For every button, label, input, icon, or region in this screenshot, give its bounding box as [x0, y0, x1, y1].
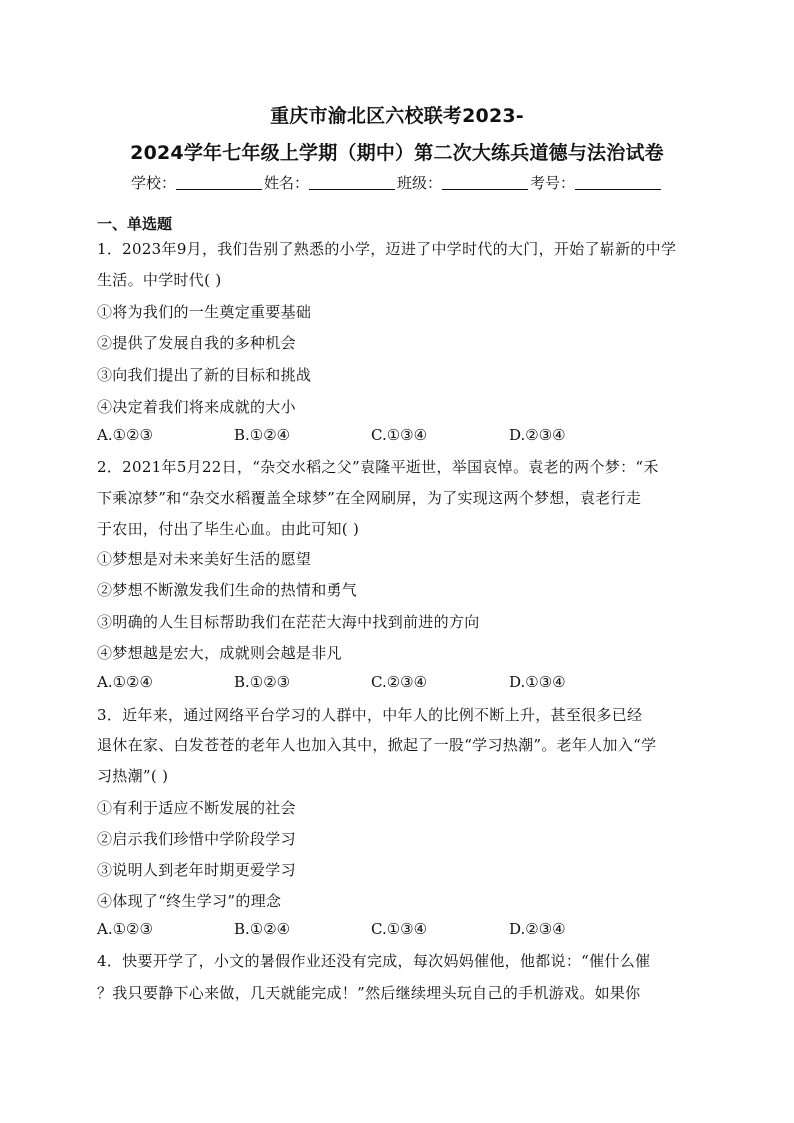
question-3-stem-line-1: 3．近年来，通过网络平台学习的人群中，中年人的比例不断上升，甚至很多已经	[97, 706, 643, 724]
question-2-option-a: A.①②④	[97, 673, 153, 691]
question-2-option-d: D.①③④	[509, 673, 566, 691]
name-label: 姓名：	[263, 174, 309, 192]
question-4-stem-line-2: ？我只要静下心来做，几天就能完成！”然后继续埋头玩自己的手机游戏。如果你	[97, 984, 641, 1002]
question-2-statement-3: ③明确的人生目标帮助我们在茫茫大海中找到前进的方向	[97, 613, 480, 631]
exam-title-line-1: 重庆市渝北区六校联考2023-	[270, 105, 524, 127]
question-2-statement-2: ②梦想不断激发我们生命的热情和勇气	[97, 581, 358, 599]
question-1-statement-2: ②提供了发展自我的多种机会	[97, 334, 296, 352]
question-3-statement-3: ③说明人到老年时期更爱学习	[97, 861, 296, 879]
question-3-statement-4: ④体现了“终生学习”的理念	[97, 892, 282, 910]
question-4-stem-line-1: 4．快要开学了，小文的暑假作业还没有完成，每次妈妈催他，他都说：“催什么催	[97, 952, 651, 970]
class-blank	[442, 175, 528, 190]
question-1-option-b: B.①②④	[234, 426, 291, 444]
question-1-option-a: A.①②③	[97, 426, 153, 444]
question-3-stem-line-2: 退休在家、白发苍苍的老年人也加入其中，掀起了一股“学习热潮”。老年人加入“学	[97, 736, 657, 754]
question-2-stem-line-2: 下乘凉梦”和“杂交水稻覆盖全球梦”在全网刷屏，为了实现这两个梦想，袁老行走	[97, 489, 642, 507]
question-2-stem-line-1: 2．2021年5月22日，“杂交水稻之父”袁隆平逝世，举国哀悼。袁老的两个梦：“禾	[97, 458, 659, 476]
student-info-row	[0, 172, 794, 193]
question-1-option-d: D.②③④	[509, 426, 566, 444]
school-label: 学校：	[130, 174, 176, 192]
question-3-option-b: B.①②④	[234, 920, 291, 938]
question-2-statement-4: ④梦想越是宏大，成就则会越是非凡	[97, 644, 342, 662]
question-1-stem-line-1: 1．2023年9月，我们告别了熟悉的小学，迈进了中学时代的大门，开始了崭新的中学	[97, 240, 677, 258]
school-blank	[176, 175, 262, 190]
question-3-stem-line-3: 习热潮”( )	[97, 767, 169, 785]
question-2-option-c: C.②③④	[371, 673, 428, 691]
name-blank	[309, 175, 395, 190]
question-3-option-d: D.②③④	[509, 920, 566, 938]
question-1-option-c: C.①③④	[371, 426, 428, 444]
question-3-option-a: A.①②③	[97, 920, 153, 938]
question-2-statement-1: ①梦想是对未来美好生活的愿望	[97, 550, 312, 568]
exam-number-label: 考号：	[530, 174, 576, 192]
question-1-statement-4: ④决定着我们将来成就的大小	[97, 398, 296, 416]
question-2-option-b: B.①②③	[234, 673, 291, 691]
question-3-statement-1: ①有利于适应不断发展的社会	[97, 799, 296, 817]
question-3-statement-2: ②启示我们珍惜中学阶段学习	[97, 830, 296, 848]
class-label: 班级：	[397, 174, 443, 192]
question-1-statement-3: ③向我们提出了新的目标和挑战	[97, 366, 312, 384]
question-1-statement-1: ①将为我们的一生奠定重要基础	[97, 303, 312, 321]
question-1-stem-line-2: 生活。中学时代( )	[97, 271, 222, 289]
section-title: 一、单选题	[97, 215, 173, 233]
exam-number-blank	[575, 175, 661, 190]
exam-title-line-2: 2024学年七年级上学期（期中）第二次大练兵道德与法治试卷	[130, 142, 664, 164]
question-3-option-c: C.①③④	[371, 920, 428, 938]
question-2-stem-line-3: 于农田，付出了毕生心血。由此可知( )	[97, 520, 360, 538]
